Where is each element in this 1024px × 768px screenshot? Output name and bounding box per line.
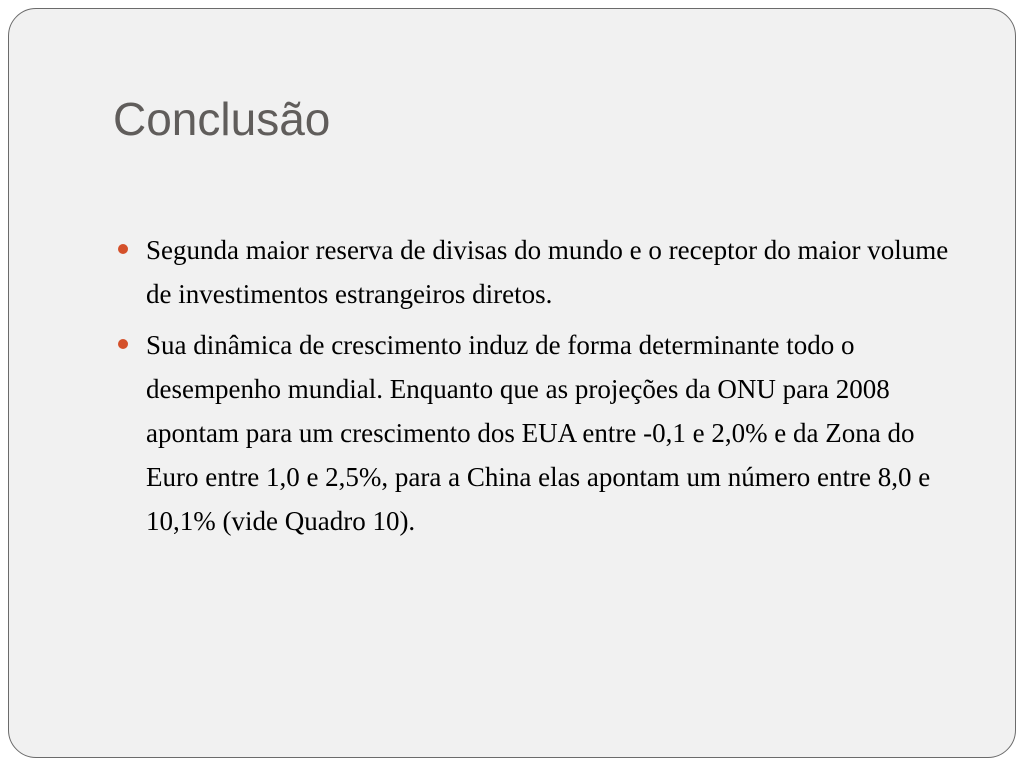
bullet-dot-icon — [118, 244, 128, 254]
slide-title: Conclusão — [113, 93, 331, 145]
bullet-text: Sua dinâmica de crescimento induz de forma determinante todo o desempenho mundial. Enquanto que as projeções da ONU para 2008 apontam para um crescimento dos EUA entre -0,1 e 2,0% e da Zona do Euro entre 1,0 e 2,5%, para a China elas apontam um número entre 8,0 e 10,1% (vide Quadro 10). — [146, 330, 931, 536]
bullet-list — [113, 228, 953, 550]
bullet-item — [113, 323, 953, 543]
bullet-text: Segunda maior reserva de divisas do mundo e o receptor do maior volume de investimentos estrangeiros diretos. — [146, 235, 949, 309]
slide — [8, 8, 1016, 758]
bullet-item — [113, 228, 953, 316]
bullet-dot-icon — [118, 339, 128, 349]
